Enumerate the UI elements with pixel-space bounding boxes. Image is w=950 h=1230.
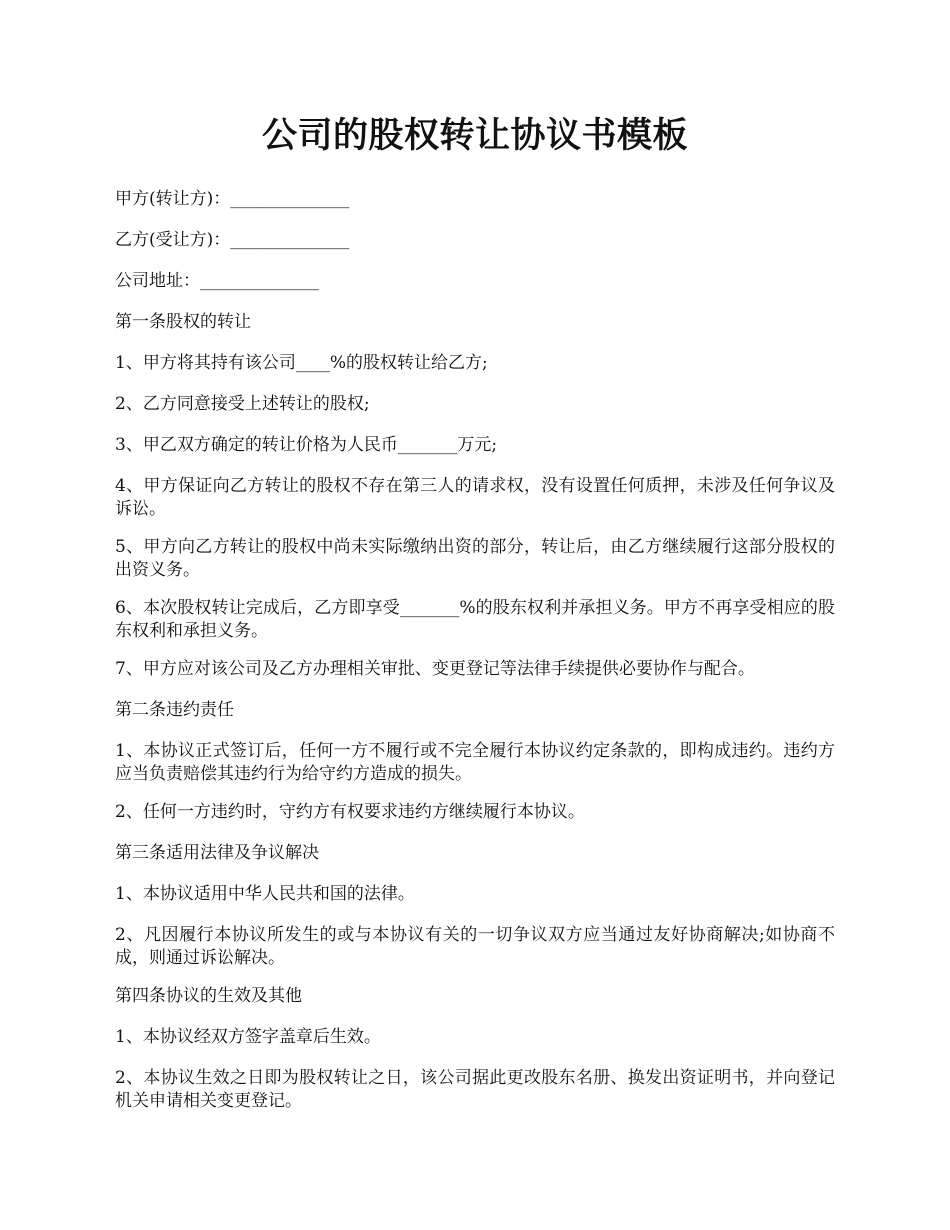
section-1-item-3: 3、甲乙双方确定的转让价格为人民币_______万元; xyxy=(115,435,498,455)
section-1-item-5: 5、甲方向乙方转让的股权中尚未实际缴纳出资的部分，转让后，由乙方继续履行这部分股权的出资义务。 xyxy=(115,537,835,580)
section-1-item-1: 1、甲方将其持有该公司____%的股权转让给乙方; xyxy=(115,353,488,373)
section-1-item-7: 7、甲方应对该公司及乙方办理相关审批、变更登记等法律手续提供必要协作与配合。 xyxy=(115,659,755,679)
section-1-item-4: 4、甲方保证向乙方转让的股权不存在第三人的请求权，没有设置任何质押，未涉及任何争议及诉讼。 xyxy=(115,476,835,519)
document-content xyxy=(115,112,835,1128)
section-2-item-2: 2、任何一方违约时，守约方有权要求违约方继续履行本协议。 xyxy=(115,802,585,822)
section-1-heading: 第一条股权的转让 xyxy=(115,312,251,332)
company-address-field: 公司地址：______________ xyxy=(115,271,319,291)
section-2-heading: 第二条违约责任 xyxy=(115,700,234,720)
section-1-item-2: 2、乙方同意接受上述转让的股权; xyxy=(115,394,370,414)
party-a-field: 甲方(转让方)：______________ xyxy=(115,189,350,209)
section-3-item-2: 2、凡因履行本协议所发生的或与本协议有关的一切争议双方应当通过友好协商解决;如协商不成，则通过诉讼解决。 xyxy=(115,925,835,968)
section-4-item-1: 1、本协议经双方签字盖章后生效。 xyxy=(115,1027,381,1047)
document-title: 公司的股权转让协议书模板 xyxy=(261,115,688,156)
party-b-field: 乙方(受让方)：______________ xyxy=(115,230,350,250)
section-3-heading: 第三条适用法律及争议解决 xyxy=(115,843,319,863)
section-3-item-1: 1、本协议适用中华人民共和国的法律。 xyxy=(115,884,415,904)
section-2-item-1: 1、本协议正式签订后，任何一方不履行或不完全履行本协议约定条款的，即构成违约。违约方应当负责赔偿其违约行为给守约方造成的损失。 xyxy=(115,741,835,784)
section-4-heading: 第四条协议的生效及其他 xyxy=(115,986,302,1006)
section-1-item-6: 6、本次股权转让完成后，乙方即享受_______%的股东权利并承担义务。甲方不再享受相应的股东权利和承担义务。 xyxy=(115,598,835,641)
section-4-item-2: 2、本协议生效之日即为股权转让之日，该公司据此更改股东名册、换发出资证明书，并向登记机关申请相关变更登记。 xyxy=(115,1068,835,1111)
